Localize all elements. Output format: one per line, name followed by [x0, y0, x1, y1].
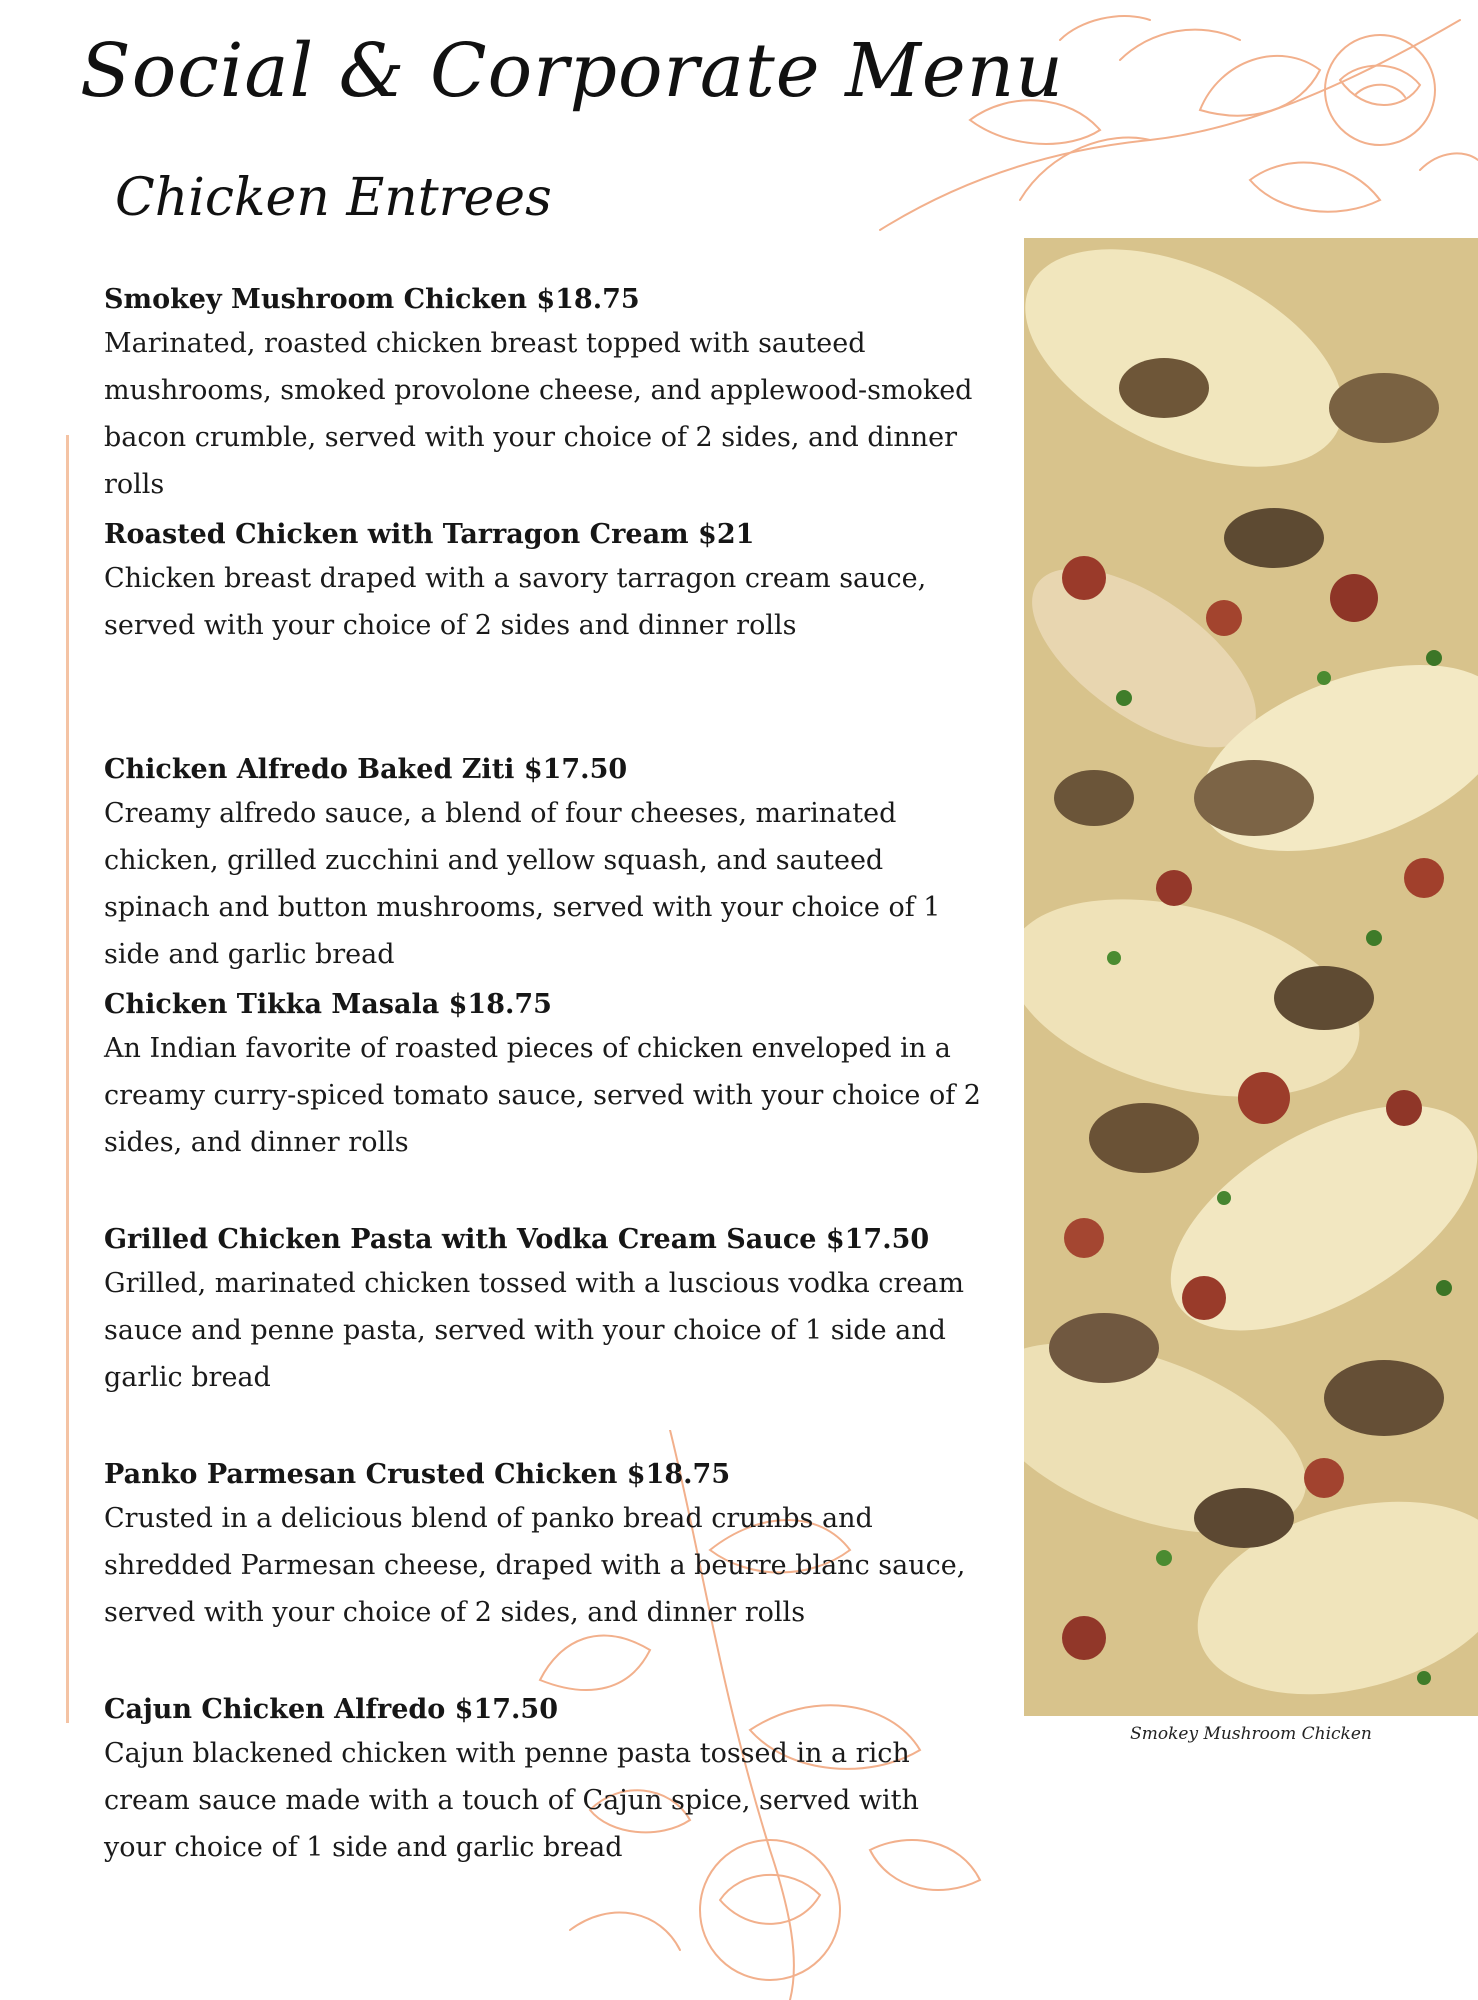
menu-list — [104, 280, 984, 1925]
menu-item — [104, 280, 984, 515]
menu-item-description: Cajun blackened chicken with penne pasta tossed in a rich cream sauce made with a touch of Cajun spice, served with your choice of 1 side and garlic bread — [104, 1738, 919, 1863]
menu-item — [104, 985, 984, 1220]
menu-item-description: An Indian favorite of roasted pieces of chicken enveloped in a creamy curry-spiced tomato sauce, served with your choice of 2 sides, and dinner rolls — [104, 1033, 981, 1158]
menu-item-description: Chicken breast draped with a savory tarragon cream sauce, served with your choice of 2 sides and dinner rolls — [104, 563, 927, 641]
menu-item-description: Grilled, marinated chicken tossed with a luscious vodka cream sauce and penne pasta, served with your choice of 1 side and garlic bread — [104, 1268, 964, 1393]
menu-item-name: Chicken Tikka Masala $18.75 — [104, 989, 552, 1020]
food-photo-illustration — [1024, 238, 1478, 1716]
menu-item — [104, 1220, 984, 1455]
section-heading: Chicken Entrees — [115, 168, 552, 228]
menu-item — [104, 750, 984, 985]
accent-divider — [66, 435, 69, 1723]
photo-caption: Smokey Mushroom Chicken — [1130, 1724, 1372, 1744]
menu-item-name: Chicken Alfredo Baked Ziti $17.50 — [104, 754, 628, 785]
menu-item-description: Creamy alfredo sauce, a blend of four cheeses, marinated chicken, grilled zucchini and yellow squash, and sauteed spinach and button mushrooms, served with your choice of 1 side and garlic bread — [104, 798, 941, 970]
menu-item-description: Marinated, roasted chicken breast topped with sauteed mushrooms, smoked provolone cheese, and applewood-smoked bacon crumble, served with your choice of 2 sides, and dinner rolls — [104, 328, 973, 500]
menu-item-name: Roasted Chicken with Tarragon Cream $21 — [104, 519, 755, 550]
menu-item-name: Panko Parmesan Crusted Chicken $18.75 — [104, 1459, 731, 1490]
menu-item — [104, 515, 984, 750]
menu-item-description: Crusted in a delicious blend of panko bread crumbs and shredded Parmesan cheese, draped with a beurre blanc sauce, served with your choice of 2 sides, and dinner rolls — [104, 1503, 966, 1628]
menu-item-name: Smokey Mushroom Chicken $18.75 — [104, 284, 640, 315]
menu-item — [104, 1690, 984, 1925]
menu-item-name: Cajun Chicken Alfredo $17.50 — [104, 1694, 558, 1725]
menu-item-name: Grilled Chicken Pasta with Vodka Cream Sauce $17.50 — [104, 1224, 930, 1255]
menu-item — [104, 1455, 984, 1690]
page-title: Social & Corporate Menu — [80, 28, 1064, 114]
food-photo — [1024, 238, 1478, 1716]
